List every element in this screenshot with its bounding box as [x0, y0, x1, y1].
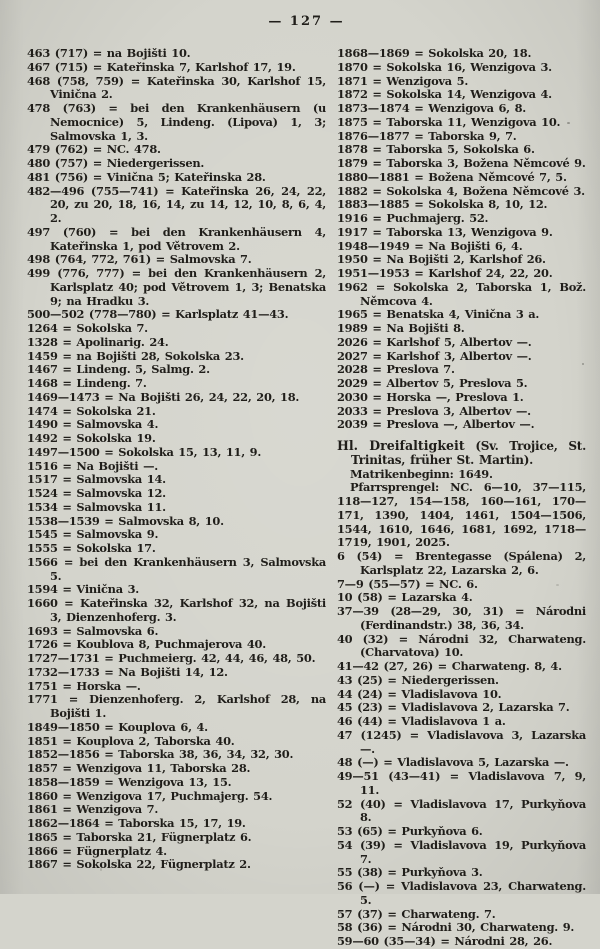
directory-entry: 1861 = Wenzigova 7. [27, 802, 159, 817]
directory-entry: 1878 = Taborska 5, Sokolska 6. [337, 142, 535, 157]
scan-speck [100, 868, 102, 871]
directory-entry: 1872 = Sokolska 14, Wenzigova 4. [337, 87, 552, 102]
directory-entry: 1516 = Na Bojišti —. [27, 458, 158, 473]
page-number: — 127 — [268, 14, 345, 29]
directory-entry: 1858—1859 = Wenzigova 13, 15. [27, 774, 232, 789]
two-column-layout [27, 47, 586, 949]
directory-entry: 1870 = Sokolska 16, Wenzigova 3. [337, 59, 552, 74]
directory-entry: 57 (37) = Charwateng. 7. [337, 906, 496, 921]
directory-entry: 1534 = Salmovska 11. [27, 499, 166, 514]
directory-entry: 478 (763) = bei den Krankenhäusern (u Nemocnice) 5, Lindeng. (Lipova) 1, 3; Salmovska 1, 3. [27, 101, 326, 143]
directory-entry: 1862—1864 = Taborska 15, 17, 19. [27, 816, 246, 830]
section-holy-trinity [337, 439, 586, 550]
directory-entry: 1517 = Salmovska 14. [27, 472, 166, 487]
directory-entry: 1538—1539 = Salmovska 8, 10. [27, 513, 224, 528]
directory-entry: 1467 = Lindeng. 5, Salmg. 2. [27, 362, 210, 377]
directory-entry: 467 (715) = Kateřinska 7, Karlshof 17, 19. [27, 59, 296, 74]
directory-entry: 2026 = Karlshof 5, Albertov —. [337, 334, 532, 349]
directory-entry: 1868—1869 = Sokolska 20, 18. [337, 46, 532, 60]
directory-entry: 1875 = Taborska 11, Wenzigova 10. [337, 114, 561, 129]
directory-entry: 1474 = Sokolska 21. [27, 403, 156, 418]
directory-entry: 2029 = Albertov 5, Preslova 5. [337, 376, 528, 390]
directory-entry: 1916 = Puchmajerg. 52. [337, 211, 489, 225]
directory-entry: 1867 = Sokolska 22, Fügnerplatz 2. [27, 857, 251, 872]
directory-entry: 1882 = Sokolska 4, Božena Němcové 3. [337, 183, 585, 198]
directory-entry: 1459 = na Bojišti 28, Sokolska 23. [27, 348, 244, 363]
left-column [27, 47, 326, 949]
directory-entry: 41—42 (27, 26) = Charwateng. 8, 4. [337, 659, 562, 673]
directory-entry: 54 (39) = Vladislavova 19, Purkyňova 7. [337, 837, 586, 866]
directory-entry: 497 (760) = bei den Krankenhäusern 4, Kateřinska 1, pod Větrovem 2. [27, 224, 326, 253]
directory-entry: 1660 = Kateřinska 32, Karlshof 32, na Bojišti 3, Dienzenhoferg. 3. [27, 596, 326, 624]
directory-entry: 47 (1245) = Vladislavova 3, Lazarska —. [337, 727, 586, 756]
section-title-detail: (Sv. Trojice, St. Trinitas, früher St. Martin). [351, 439, 586, 467]
section-title: Hl. Dreifaltigkeit [337, 438, 465, 453]
directory-entry: 1490 = Salmovska 4. [27, 417, 159, 432]
directory-entry: 499 (776, 777) = bei den Krankenhäusern 2, Karlsplatz 40; pod Větrovem 1, 3; Benatska 9; na Hradku 3. [27, 266, 326, 308]
directory-entry: 481 (756) = Vinična 5; Kateřinska 28. [27, 169, 266, 184]
directory-entry: 2027 = Karlshof 3, Albertov —. [337, 348, 532, 363]
directory-entry: 59—60 (35—34) = Národni 28, 26. [337, 934, 553, 948]
directory-entry: 480 (757) = Niedergerissen. [27, 156, 205, 170]
directory-entry: 1492 = Sokolska 19. [27, 431, 156, 445]
scan-speck [556, 584, 559, 586]
directory-entry: 1727—1731 = Puchmeierg. 42, 44, 46, 48, 50. [27, 651, 316, 665]
directory-entry: 1860 = Wenzigova 17, Puchmajerg. 54. [27, 788, 273, 803]
directory-entry: 1873—1874 = Wenzigova 6, 8. [337, 101, 526, 115]
directory-entry: 1965 = Benatska 4, Vinična 3 a. [337, 307, 540, 322]
directory-entry: 1871 = Wenzigova 5. [337, 73, 469, 88]
directory-entry: 1328 = Apolinarig. 24. [27, 334, 169, 349]
directory-entry: 2028 = Preslova 7. [337, 362, 455, 377]
directory-entry: 1849—1850 = Kouplova 6, 4. [27, 719, 208, 734]
directory-entry: 498 (764, 772, 761) = Salmovska 7. [27, 252, 252, 267]
directory-entry: 1771 = Dienzenhoferg. 2, Karlshof 28, na Bojišti 1. [27, 692, 326, 720]
directory-entry: 1555 = Sokolska 17. [27, 541, 156, 555]
directory-entry: 37—39 (28—29, 30, 31) = Národni (Ferdinandstr.) 38, 36, 34. [337, 604, 586, 632]
directory-entry: 1497—1500 = Sokolska 15, 13, 11, 9. [27, 444, 262, 459]
directory-entry: 482—496 (755—741) = Kateřinska 26, 24, 22, 20, zu 20, 18, 16, 14, zu 14, 12, 10, 8, 6, 4, 2. [27, 183, 326, 225]
scan-speck [567, 122, 570, 124]
directory-entry: 40 (32) = Národni 32, Charwateng. (Charvatova) 10. [337, 631, 586, 660]
parish-district-line: Pfarrsprengel: NC. 6—10, 37—115, 118—127, 154—158, 160—161, 170—171, 1390, 1404, 1461, 1504—1506, 1544, 1610, 1646, 1681, 1692, 1718—1719, 1901, 2025. [337, 480, 586, 550]
directory-entry: 58 (36) = Národni 30, Charwateng. 9. [337, 920, 575, 935]
directory-entry: 1876—1877 = Taborska 9, 7. [337, 128, 517, 143]
directory-entry: 1880—1881 = Božena Němcové 7, 5. [337, 169, 567, 184]
scan-speck [582, 363, 584, 365]
directory-entry: 1693 = Salmovska 6. [27, 623, 159, 638]
directory-entry: 500—502 (778—780) = Karlsplatz 41—43. [27, 307, 289, 322]
directory-entry: 56 (—) = Vladislavova 23, Charwateng. 5. [337, 879, 586, 907]
directory-entry: 1852—1856 = Taborska 38, 36, 34, 32, 30. [27, 747, 294, 762]
right-column-entries-top [337, 47, 586, 432]
directory-entry: 10 (58) = Lazarska 4. [337, 590, 473, 605]
right-column [337, 47, 586, 949]
directory-entry: 49—51 (43—41) = Vladislavova 7, 9, 11. [337, 769, 586, 797]
directory-entry: 1948—1949 = Na Bojišti 6, 4. [337, 238, 523, 253]
directory-entry: 1851 = Kouplova 2, Taborska 40. [27, 733, 235, 748]
directory-entry: 55 (38) = Purkyňova 3. [337, 865, 483, 880]
directory-entry: 1545 = Salmovska 9. [27, 527, 159, 542]
directory-entry: 53 (65) = Purkyňova 6. [337, 824, 483, 838]
directory-entry: 46 (44) = Vladislavova 1 a. [337, 714, 506, 728]
directory-entry: 1566 = bei den Krankenhäusern 3, Salmovska 5. [27, 554, 326, 583]
directory-entry: 1469—1473 = Na Bojišti 26, 24, 22, 20, 18. [27, 389, 300, 404]
directory-entry: 1524 = Salmovska 12. [27, 486, 166, 500]
directory-entry: 1989 = Na Bojišti 8. [337, 321, 465, 335]
directory-entry: 1951—1953 = Karlshof 24, 22, 20. [337, 266, 553, 280]
directory-entry: 1950 = Na Bojišti 2, Karlshof 26. [337, 252, 546, 267]
right-column-entries-bottom [337, 550, 586, 949]
directory-entry: 1866 = Fügnerplatz 4. [27, 843, 167, 858]
directory-entry: 468 (758, 759) = Kateřinska 30, Karlshof 15, Vinična 2. [27, 73, 326, 102]
directory-entry: 1732—1733 = Na Bojišti 14, 12. [27, 664, 228, 679]
directory-entry: 1917 = Taborska 13, Wenzigova 9. [337, 224, 553, 239]
directory-entry: 52 (40) = Vladislavova 17, Purkyňova 8. [337, 796, 586, 825]
directory-entry: 43 (25) = Niedergerissen. [337, 672, 499, 687]
directory-entry: 48 (—) = Vladislavova 5, Lazarska —. [337, 755, 569, 770]
directory-entry: 45 (23) = Vladislavova 2, Lazarska 7. [337, 700, 570, 715]
directory-entry: 6 (54) = Brentegasse (Spálena) 2, Karlsplatz 22, Lazarska 2, 6. [337, 549, 586, 577]
directory-entry: 7—9 (55—57) = NC. 6. [337, 576, 478, 591]
directory-entry: 1751 = Horska —. [27, 678, 141, 693]
directory-entry: 44 (24) = Vladislavova 10. [337, 686, 502, 701]
directory-entry: 2030 = Horska —, Preslova 1. [337, 389, 524, 404]
directory-entry: 1865 = Taborska 21, Fügnerplatz 6. [27, 829, 252, 844]
section-heading [337, 439, 586, 468]
directory-entry: 1726 = Koublova 8, Puchmajerova 40. [27, 637, 266, 652]
directory-entry: 2039 = Preslova —, Albertov —. [337, 417, 535, 432]
directory-entry: 1594 = Vinična 3. [27, 582, 139, 597]
directory-entry: 1879 = Taborska 3, Božena Němcové 9. [337, 156, 586, 170]
matriculation-start-line: Matrikenbeginn: 1649. [350, 466, 493, 481]
directory-entry: 1883—1885 = Sokolska 8, 10, 12. [337, 197, 548, 212]
directory-entry: 1857 = Wenzigova 11, Taborska 28. [27, 761, 251, 775]
directory-entry: 1468 = Lindeng. 7. [27, 376, 147, 390]
directory-entry: 479 (762) = NC. 478. [27, 142, 161, 157]
directory-entry: 1264 = Sokolska 7. [27, 321, 148, 335]
directory-entry: 2033 = Preslova 3, Albertov —. [337, 403, 531, 418]
directory-entry: 1962 = Sokolska 2, Taborska 1, Bož. Němcova 4. [337, 279, 586, 308]
directory-entry: 463 (717) = na Bojišti 10. [27, 46, 191, 60]
